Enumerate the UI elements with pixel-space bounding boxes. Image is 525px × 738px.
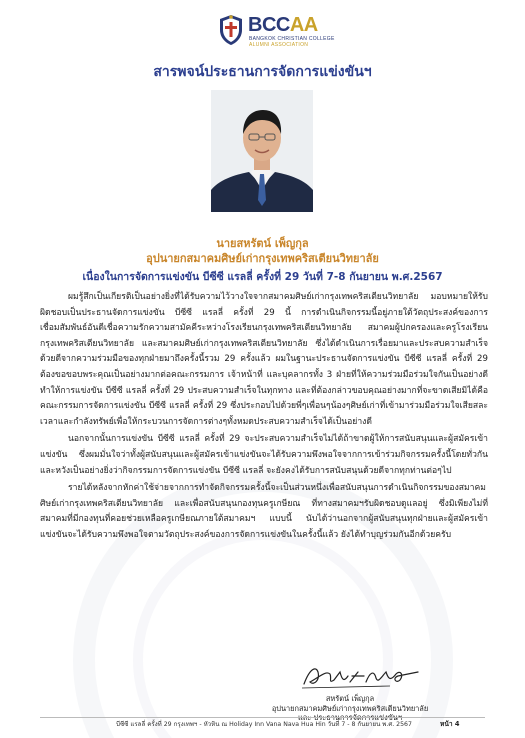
occasion-heading: เนื่องในการจัดการแข่งขัน บีซีซี แรลลี่ ครั้งที่ 29 วันที่ 7-8 กันยายน พ.ศ.2567 — [82, 271, 443, 283]
page-number: หน้า 4 — [440, 720, 460, 728]
person-name: นายสหรัตน์ เพ็ญกุล — [216, 237, 309, 250]
signature-image — [300, 658, 430, 692]
logo-subtitle: BANGKOK CHRISTIAN COLLEGE — [249, 36, 335, 42]
footer-text: บีซีซี แรลลี่ ครั้งที่ 29 กรุงเทพฯ - หัวหิน ณ Holiday Inn Vana Nava Hua Hin วันที่ 7 - 8 กันยายน พ.ศ. 2567 — [116, 721, 412, 728]
paragraph: ผมรู้สึกเป็นเกียรติเป็นอย่างยิ่งที่ได้รับความไว้วางใจจากสมาคมศิษย์เก่ากรุงเทพคริสเตียนวิทยาลัย มอบหมายให้รับผิดชอบเป็นประธานจัดการแข่งขัน บีซีซี แรลลี่ ครั้งที่ 29 นี้ การดำเนินกิจกรรมนี้อยู่ภายใต้วัตถุประสงค์ของการเชื่อมสัมพันธ์อันดีเชื่อความรักความสามัคคีระหว่างโรงเรียนกรุงเทพคริสเตียนวิทยาลัย สมาคมผู้ปกครองและครูโรงเรียนกรุงเทพคริสเตียนวิทยาลัย และสมาคมศิษย์เก่ากรุงเทพคริสเตียนวิทยาลัย ซึ่งได้ดำเนินการเรื่อยมาและประสบความสำเร็จด้วยดีจากความร่วมมือของทุกฝ่ายมาถึงครั้งนี้รวม 29 ครั้งแล้ว ผมในฐานะประธานจัดการแข่งขัน บีซีซี แรลลี่ ครั้งที่ 29 ต้องขอขอบพระคุณเป็นอย่างมากต่อคณะกรรมการ เจ้าหน้าที่ และบุคลากรทั้ง 3 ฝ่ายที่ให้ความร่วมมือร่วมใจกันเป็นอย่างดี ทำให้การแข่งขัน บีซีซี แรลลี่ ครั้งที่ 29 ประสบความสำเร็จในทุกทาง และที่ต้องกล่าวขอบคุณอย่างมากที่จะขาดเสียมิได้คือ คณะกรรมการจัดการแข่งขัน บีซีซี แรลลี่ ครั้งที่ 29 ซึ่งประกอบไปด้วยพี่ๆเพื่อนๆน้องๆศิษย์เก่าที่เข้ามาร่วมมือร่วมใจเสียสละเวลาและกำลังทรัพย์เพื่อให้กระบวนการจัดการต่างๆทั้งหมดประสบความสำเร็จได้เป็นอย่างดี — [40, 292, 488, 427]
message-body — [40, 290, 488, 546]
page-title: สารพจน์ประธานการจัดการแข่งขันฯ — [153, 64, 372, 80]
portrait-photo — [211, 90, 313, 212]
paragraph: นอกจากนั้นการแข่งขัน บีซีซี แรลลี่ ครั้งที่ 29 จะประสบความสำเร็จไม่ได้ถ้าขาดผู้ให้การสนับสนุนและผู้สมัครเข้าแข่งขัน ซึ่งผมมั่นใจว่าทั้งผู้สนับสนุนและผู้สมัครเข้าแข่งขันจะได้รับความพึงพอใจจากการเข้าร่วมกิจกรรมครั้งนี้โดยทั่วกัน และหวังเป็นอย่างยิ่งว่ากิจกรรมการจัดการแข่งขัน บีซีซี แรลลี่ จะยังคงได้รับการสนับสนุนด้วยดีจากทุกท่านต่อๆไป — [40, 434, 488, 476]
signoff-title: อุปนายกสมาคมศิษย์เก่ากรุงเทพคริสเตียนวิทยาลัย — [271, 703, 429, 713]
footer-divider — [40, 717, 485, 718]
person-role: อุปนายกสมาคมศิษย์เก่ากรุงเทพคริสเตียนวิทยาลัย — [146, 252, 379, 265]
signoff-name: สหรัตน์ เพ็ญกุล — [325, 694, 375, 703]
crest-icon — [218, 14, 244, 46]
bccaa-logo — [218, 14, 338, 50]
logo-wordmark: BCCAA — [248, 14, 318, 36]
paragraph: รายได้หลังจากหักค่าใช้จ่ายจากการทำจัดกิจกรรมครั้งนี้จะเป็นส่วนหนึ่งเพื่อสนับสนุนการดำเนินกิจกรรมของสมาคมศิษย์เก่ากรุงเทพคริสเตียนวิทยาลัย และเพื่อสนับสนุนกองทุนครูเกษียณ ที่ทางสมาคมฯรับผิดชอบดูแลอยู่ ซึ่งมิเพียงไม่ที่สมาคมที่มีกองทุนที่คอยช่วยเหลือครูเกษียณภายใต้สมาคมฯ แบบนี้ นับได้ว่านอกจากผู้สนับสนุนทุกฝ่ายและผู้สมัครเข้าแข่งขันจะได้รับความพึงพอใจตามวัตถุประสงค์ของการจัดการแข่งขันในครั้งนี้แล้ว ยังได้ทำบุญร่วมกันอีกด้วยครับ — [40, 483, 488, 540]
logo-subtitle-2: ALUMNI ASSOCIATION — [249, 42, 309, 48]
